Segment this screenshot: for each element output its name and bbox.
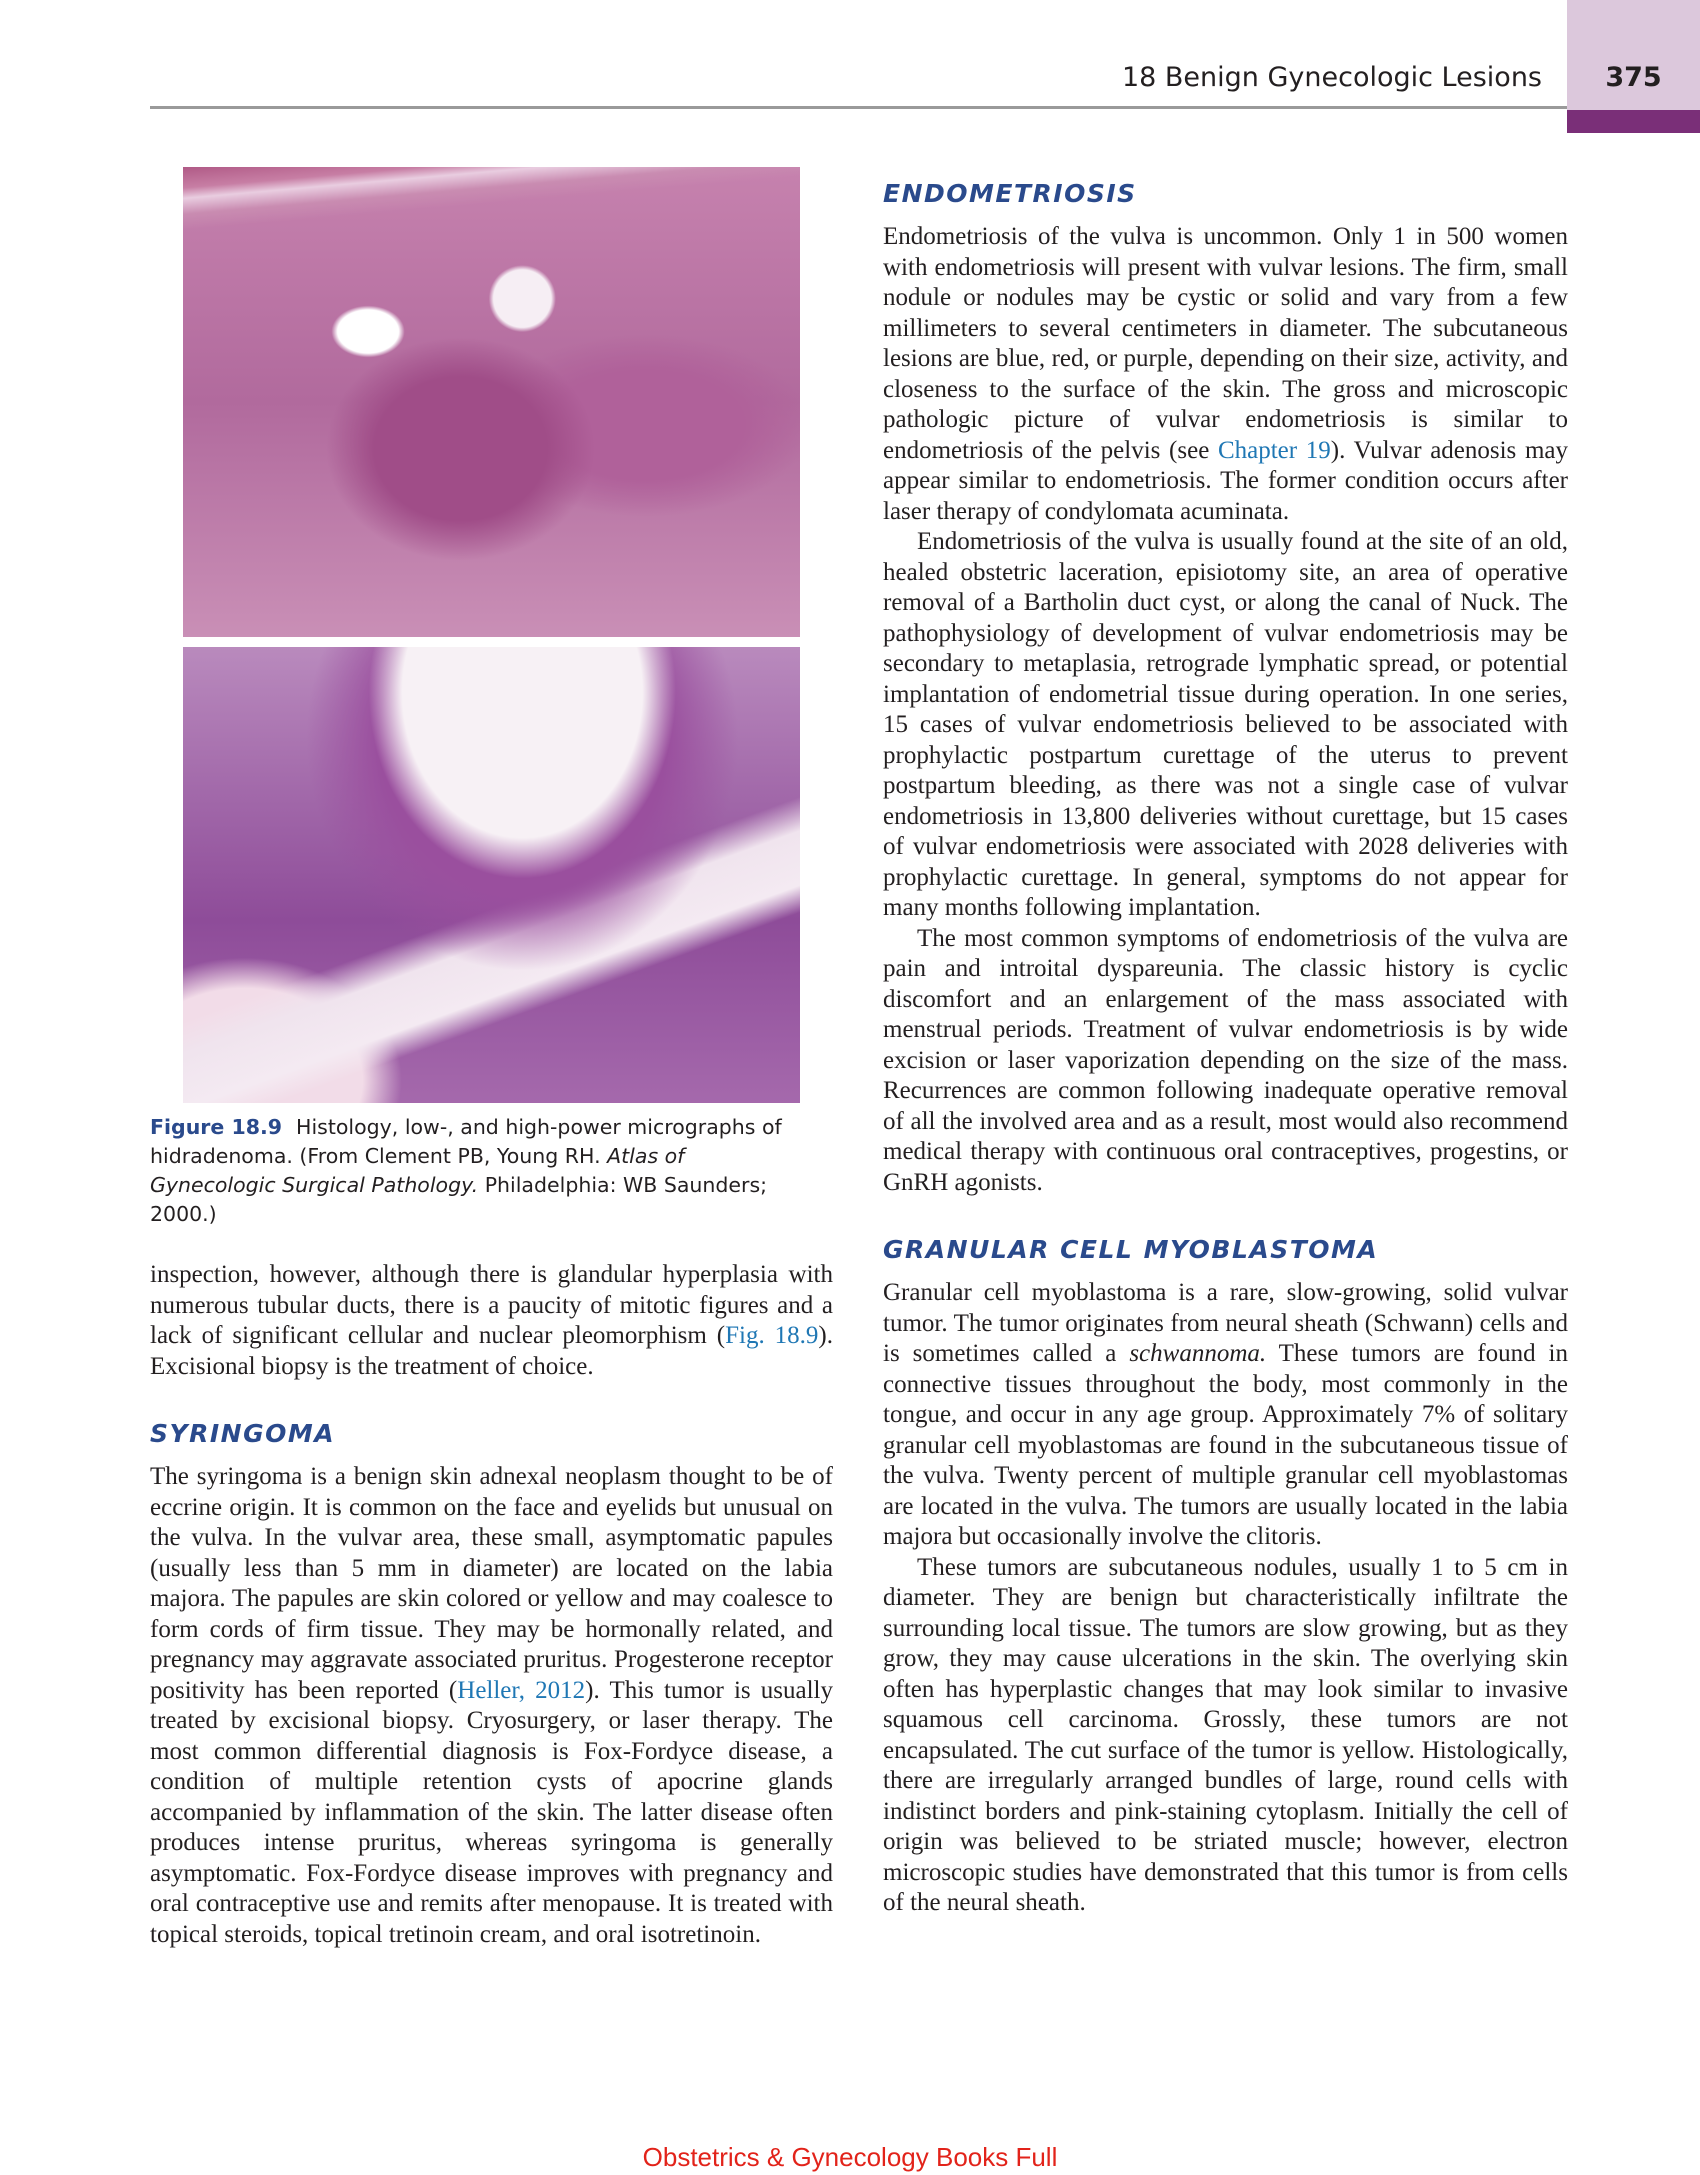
paragraph: Endometriosis of the vulva is uncommon. Only 1 in 500 women with endometriosis will present with vulvar lesions. The firm, small nodule or nodules may be cystic or solid and vary from a few millimeters to several centimeters in diameter. The subcutaneous lesions are blue, red, or purple, depending on their size, activity, and closeness to the surface of the skin. The gross and microscopic pathologic picture of vulvar endometriosis is similar to endometriosis of the pelvis (see Chapter 19). Vulvar adenosis may appear similar to endometriosis. The former condition occurs after laser therapy of condylomata acuminata. bbox=[883, 223, 1569, 525]
left-column bbox=[150, 1260, 833, 1950]
citation-link[interactable]: Heller, 2012 bbox=[457, 1676, 586, 1704]
paragraph: Granular cell myoblastoma is a rare, slow-growing, solid vulvar tumor. The tumor originates from neural sheath (Schwann) cells and is sometimes called a schwannoma. These tumors are found in connective tissues throughout the body, most commonly in the tongue, and occur in any age group. Approximately 7% of solitary granular cell myoblastomas are found in the subcutaneous tissue of the vulva. Twenty percent of multiple granular cell myoblastomas are located in the vulva. The tumors are usually located in the labia majora but occasionally involve the clitoris. bbox=[883, 1279, 1568, 1550]
header-rule bbox=[150, 106, 1567, 109]
micrograph-low-power bbox=[183, 167, 800, 637]
right-column bbox=[883, 178, 1568, 1919]
paragraph: These tumors are subcutaneous nodules, usually 1 to 5 cm in diameter. They are benign but characteristically infiltrate the surrounding local tissue. The tumors are slow growing, but as they grow, they may cause ulcerations in the skin. The overlying skin often has hyperplastic changes that may look similar to invasive squamous cell carcinoma. Grossly, these tumors are not encapsulated. The cut surface of the tumor is yellow. Histologically, there are irregularly arranged bundles of large, round cells with indistinct borders and pink-staining cytoplasm. Initially the cell of origin was believed to be striated muscle; however, electron microscopic studies have demonstrated that this tumor is from cells of the neural sheath. bbox=[883, 1553, 1568, 1916]
paragraph: The syringoma is a benign skin adnexal neoplasm thought to be of eccrine origin. It is common on the face and eyelids but unusual on the vulva. In the vulvar area, these small, asymptomatic papules (usually less than 5 mm in diameter) are located on the labia majora. The papules are skin colored or yellow and may coalesce to form cords of firm tissue. They may be hormonally related, and pregnancy may aggravate associated pruritus. Progesterone receptor positivity has been reported (Heller, 2012). This tumor is usually treated by excisional biopsy. Cryosurgery, or laser therapy. The most common differential diagnosis is Fox-Fordyce disease, a condition of multiple retention cysts of apocrine glands accompanied by inflammation of the skin. The latter disease often produces intense pruritus, whereas syringoma is generally asymptomatic. Fox-Fordyce disease improves with pregnancy and oral contraceptive use and remits after menopause. It is treated with topical steroids, topical tretinoin cream, and oral isotretinoin. bbox=[150, 1463, 834, 1948]
running-header: 18 Benign Gynecologic Lesions bbox=[1121, 62, 1542, 93]
chapter-tab-band bbox=[1567, 110, 1700, 133]
figure-label: Figure 18.9 bbox=[150, 1115, 283, 1139]
micrograph-high-power bbox=[183, 647, 800, 1103]
paragraph: The most common symptoms of endometriosis of the vulva are pain and introital dyspareunia. The classic history is cyclic discomfort and an enlargement of the mass associated with menstrual periods. Treatment of vulvar endometriosis is by wide excision or laser vaporization depending on the size of the mass. Recurrences are common following inadequate operative removal of all the involved area and as a result, most would also recommend medical therapy with continuous oral contraceptives, progestins, or GnRH agonists. bbox=[883, 924, 1568, 1196]
section-heading-syringoma: SYRINGOMA bbox=[150, 1419, 336, 1448]
figure-link[interactable]: Fig. 18.9 bbox=[725, 1322, 819, 1349]
chapter-link[interactable]: Chapter 19 bbox=[1217, 436, 1331, 464]
paragraph: Endometriosis of the vulva is usually found at the site of an old, healed obstetric laceration, episiotomy site, an area of operative removal of a Bartholin duct cyst, or along the canal of Nuck. The pathophysiology of development of vulvar endometriosis may be secondary to metaplasia, retrograde lymphatic spread, or potential implantation of endometrial tissue during operation. In one series, 15 cases of vulvar endometriosis believed to be associated with prophylactic postpartum curettage of the uterus to prevent postpartum bleeding, as there was not a single case of vulvar endometriosis in 13,800 deliveries without curettage, but 15 cases of vulvar endometriosis were associated with 2028 deliveries with prophylactic curettage. In general, symptoms do not appear for many months following implantation. bbox=[883, 528, 1568, 921]
chapter-tab bbox=[1567, 0, 1700, 110]
section-heading-granular-cell: GRANULAR CELL MYOBLASTOMA bbox=[883, 1235, 1379, 1264]
footer-watermark: Obstetrics & Gynecology Books Full bbox=[642, 2142, 1058, 2172]
figure-caption bbox=[150, 1113, 810, 1229]
section-heading-endometriosis: ENDOMETRIOSIS bbox=[883, 179, 1137, 208]
caption-text: Histology, low-, and high-power micrographs of hidradenoma. (From Clement PB, Young RH. bbox=[150, 1115, 782, 1168]
caption-text-end: Philadelphia: WB Saunders; 2000.) bbox=[150, 1173, 768, 1226]
caption-book-title: Atlas of Gynecologic Surgical Pathology. bbox=[150, 1144, 685, 1197]
page-number: 375 bbox=[1605, 62, 1662, 93]
paragraph: inspection, however, although there is glandular hyperplasia with numerous tubular ducts, there is a paucity of mitotic figures and a lack of significant cellular and nuclear pleomorphism (Fig. 18.9). Excisional biopsy is the treatment of choice. bbox=[150, 1261, 833, 1380]
